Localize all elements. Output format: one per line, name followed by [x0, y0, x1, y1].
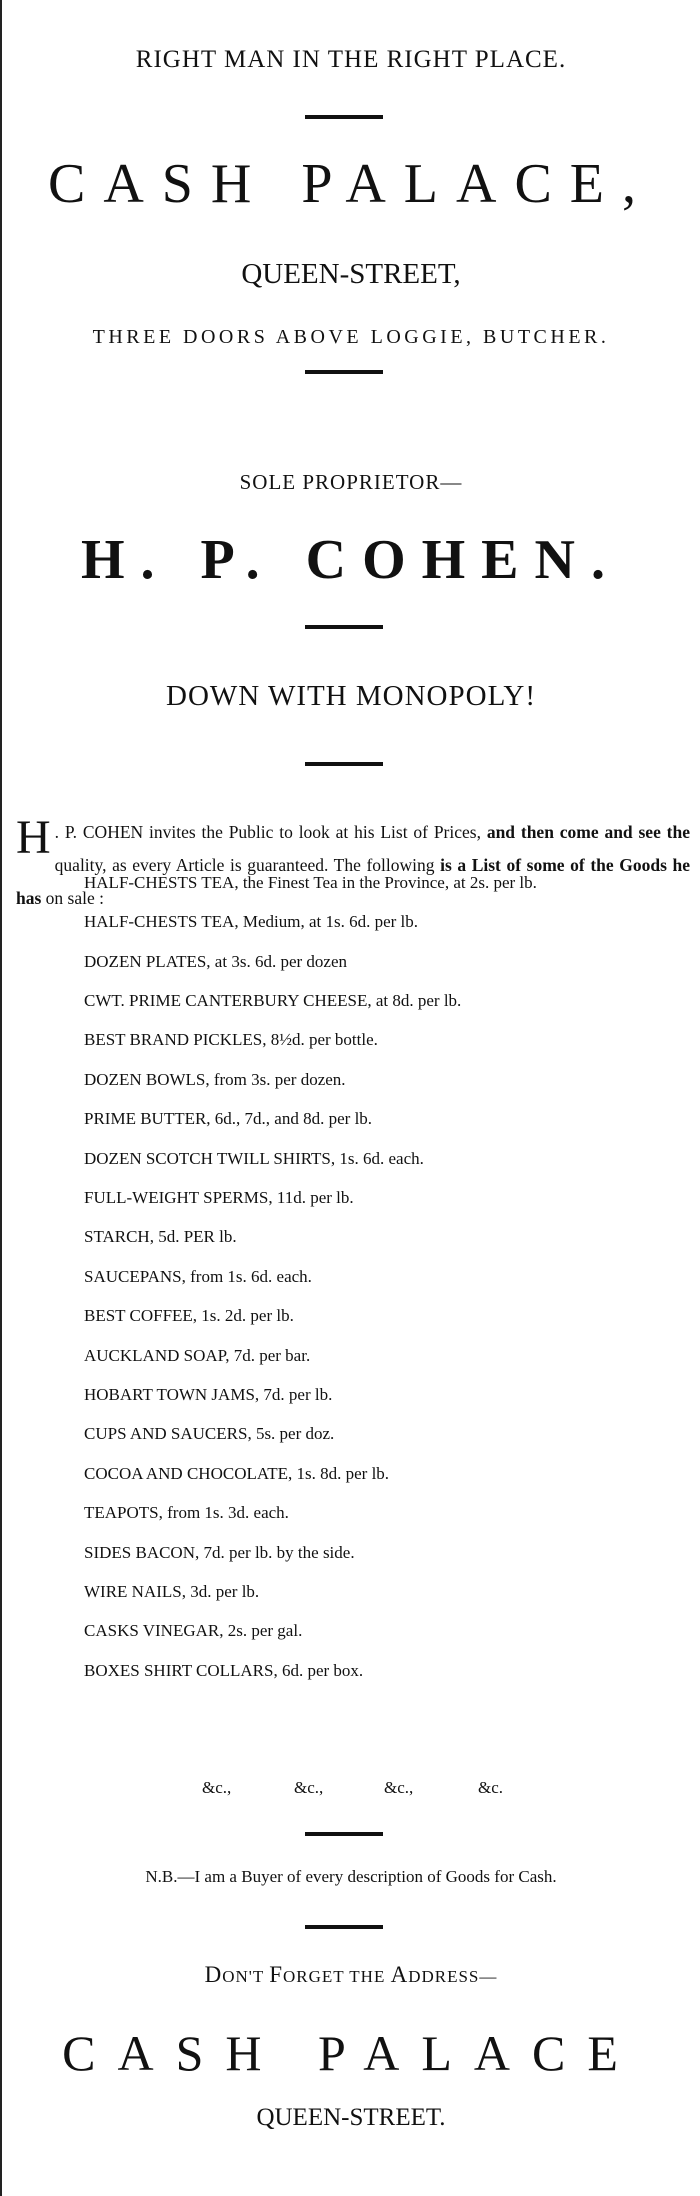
- slogan: DOWN WITH MONOPOLY!: [166, 680, 536, 712]
- divider-rule: [305, 625, 383, 629]
- smallcaps-text: ORGET THE: [282, 1967, 391, 1986]
- divider-rule: [305, 1925, 383, 1929]
- proprietor-label: SOLE PROPRIETOR—: [239, 470, 463, 494]
- etc-text: &c.,: [294, 1778, 324, 1797]
- etc-text: &c.: [478, 1778, 504, 1797]
- tagline: RIGHT MAN IN THE RIGHT PLACE.: [135, 46, 567, 73]
- smallcaps-initial: A: [390, 1962, 409, 1987]
- item-desc: BOXES SHIRT COLLARS, 6d. per box.: [84, 1661, 364, 1680]
- intro-paragraph: [16, 811, 691, 915]
- divider-rule: [305, 1832, 383, 1836]
- item-desc: HALF-CHESTS TEA, the Finest Tea in the Province, at 2s. per lb.: [84, 873, 537, 892]
- smallcaps-initial: D: [204, 1962, 223, 1987]
- item-desc: CASKS VINEGAR, 2s. per gal.: [84, 1621, 303, 1640]
- proprietor-name: H. P. COHEN.: [81, 529, 621, 591]
- intro-text-b: and then come and see the: [486, 822, 691, 842]
- item-desc: SIDES BACON, 7d. per lb. by the side.: [84, 1543, 355, 1562]
- store-location: THREE DOORS ABOVE LOGGIE, BUTCHER.: [92, 326, 610, 348]
- footer-street: QUEEN-STREET.: [256, 2104, 446, 2131]
- etc-text: &c.,: [384, 1778, 414, 1797]
- item-desc: DOZEN SCOTCH TWILL SHIRTS, 1s. 6d. each.: [84, 1149, 424, 1168]
- divider-rule: [305, 762, 383, 766]
- item-desc: STARCH, 5d. PER lb.: [84, 1227, 237, 1246]
- item-desc: CWT. PRIME CANTERBURY CHEESE, at 8d. per lb.: [84, 991, 462, 1010]
- smallcaps-initial: F: [269, 1962, 283, 1987]
- item-desc: DOZEN BOWLS, from 3s. per dozen.: [84, 1070, 346, 1089]
- intro-text-e: on sale :: [41, 888, 104, 908]
- intro-text-c: quality, as every Article is guaranteed. The following: [54, 855, 441, 875]
- store-name: CASH PALACE,: [47, 153, 655, 215]
- item-desc: WIRE NAILS, 3d. per lb.: [84, 1582, 260, 1601]
- item-desc: DOZEN PLATES, at 3s. 6d. per dozen: [84, 952, 347, 971]
- store-street: QUEEN-STREET,: [241, 258, 461, 290]
- divider-rule: [305, 115, 383, 119]
- address-reminder: [2, 1962, 700, 1988]
- smallcaps-text: DDRESS—: [408, 1967, 498, 1986]
- intro-text-d: is a List of some of the Goods he has: [16, 855, 690, 908]
- item-desc: AUCKLAND SOAP, 7d. per bar.: [84, 1346, 311, 1365]
- divider-rule: [305, 370, 383, 374]
- item-desc: FULL-WEIGHT SPERMS, 11d. per lb.: [84, 1188, 354, 1207]
- item-desc: BEST BRAND PICKLES, 8½d. per bottle.: [84, 1030, 378, 1049]
- item-desc: SAUCEPANS, from 1s. 6d. each.: [84, 1267, 312, 1286]
- intro-text-a: . P. COHEN invites the Public to look at his List of Prices,: [54, 822, 487, 842]
- item-desc: BEST COFFEE, 1s. 2d. per lb.: [84, 1306, 294, 1325]
- buyer-note: N.B.—I am a Buyer of every description of Goods for Cash.: [145, 1867, 557, 1886]
- drop-cap: H: [16, 811, 51, 864]
- item-desc: PRIME BUTTER, 6d., 7d., and 8d. per lb.: [84, 1109, 373, 1128]
- item-desc: HALF-CHESTS TEA, Medium, at 1s. 6d. per lb.: [84, 912, 419, 931]
- item-desc: COCOA AND CHOCOLATE, 1s. 8d. per lb.: [84, 1464, 390, 1483]
- footer-store-name: CASH PALACE: [62, 2025, 640, 2081]
- item-desc: TEAPOTS, from 1s. 3d. each.: [84, 1503, 289, 1522]
- smallcaps-text: ON'T: [222, 1967, 270, 1986]
- etc-text: &c.,: [202, 1778, 232, 1797]
- item-desc: CUPS AND SAUCERS, 5s. per doz.: [84, 1424, 335, 1443]
- item-desc: HOBART TOWN JAMS, 7d. per lb.: [84, 1385, 333, 1404]
